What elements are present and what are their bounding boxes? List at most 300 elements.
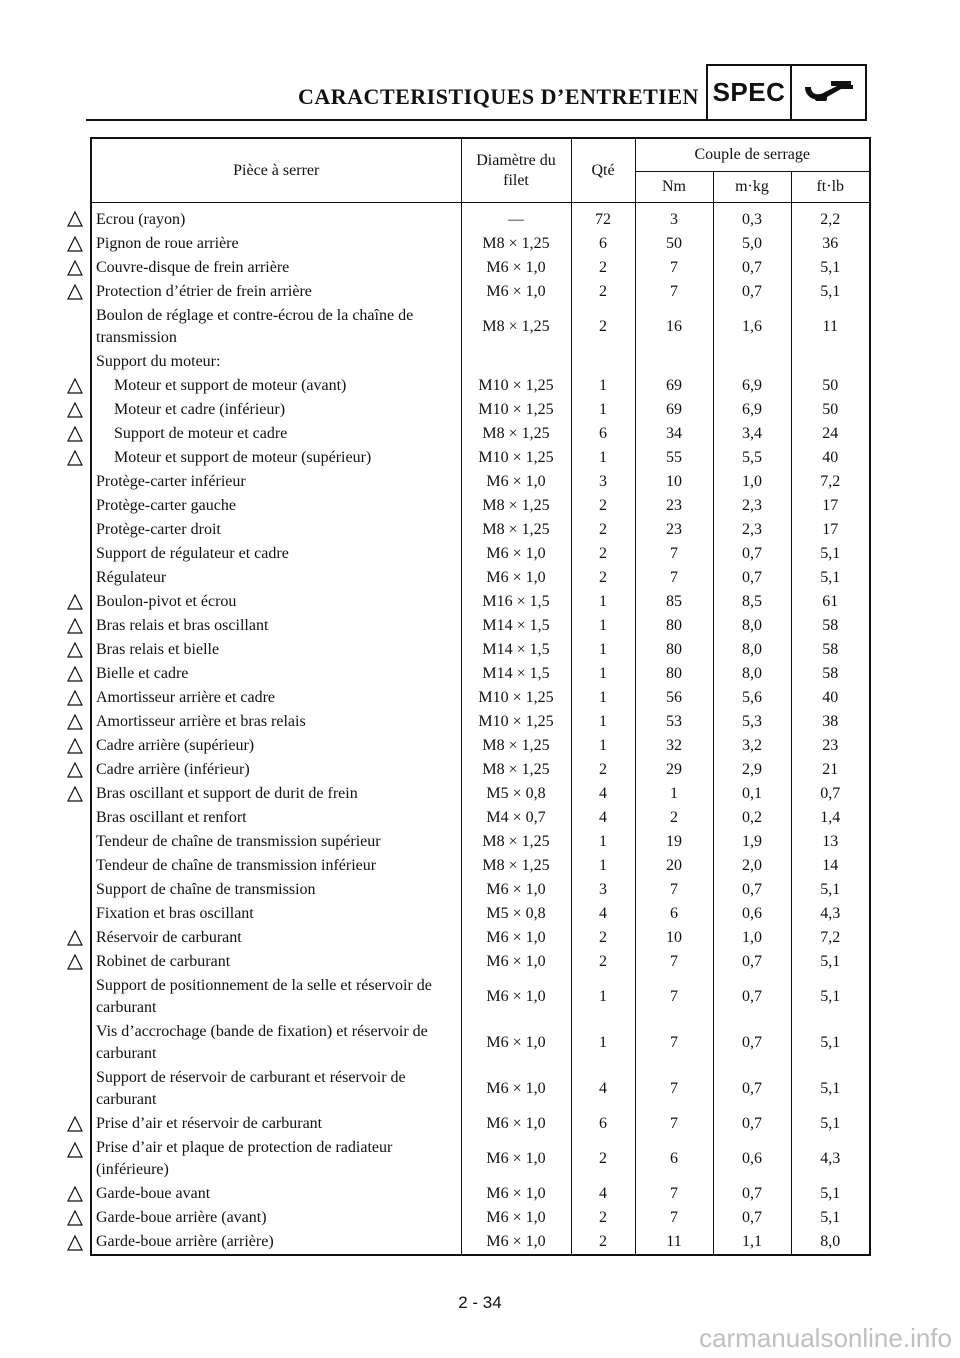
header-nm: Nm <box>635 172 713 203</box>
cell-qty: 1 <box>571 638 635 662</box>
header-ftlb: ft·lb <box>791 172 870 203</box>
cell-ftlb: 40 <box>791 446 870 470</box>
cell-qty: 3 <box>571 878 635 902</box>
triangle-marker-icon <box>66 401 84 419</box>
cell-thread: M14 × 1,5 <box>461 662 571 686</box>
cell-nm: 50 <box>635 232 713 256</box>
cell-qty: 1 <box>571 830 635 854</box>
table-row <box>91 494 870 518</box>
cell-thread: M6 × 1,0 <box>461 950 571 974</box>
cell-mkg: 8,0 <box>713 662 791 686</box>
cell-ftlb: 5,1 <box>791 280 870 304</box>
cell-thread: M8 × 1,25 <box>461 854 571 878</box>
cell-nm: 69 <box>635 398 713 422</box>
cell-nm: 85 <box>635 590 713 614</box>
cell-part: Amortisseur arrière et cadre <box>91 686 461 710</box>
cell-ftlb: 5,1 <box>791 1066 870 1112</box>
cell-part: Régulateur <box>91 566 461 590</box>
cell-qty: 72 <box>571 203 635 233</box>
cell-ftlb: 5,1 <box>791 256 870 280</box>
cell-ftlb: 50 <box>791 374 870 398</box>
header-diameter: Diamètre du filet <box>461 138 571 203</box>
triangle-marker-icon <box>66 953 84 971</box>
cell-thread: M10 × 1,25 <box>461 710 571 734</box>
table-row <box>91 638 870 662</box>
cell-thread: M6 × 1,0 <box>461 1182 571 1206</box>
cell-mkg: 6,9 <box>713 374 791 398</box>
wrench-icon <box>790 64 867 121</box>
cell-nm: 7 <box>635 542 713 566</box>
cell-mkg: 2,0 <box>713 854 791 878</box>
header-part: Pièce à serrer <box>91 138 461 203</box>
cell-thread: M8 × 1,25 <box>461 304 571 350</box>
cell-mkg: 5,5 <box>713 446 791 470</box>
cell-mkg <box>713 350 791 374</box>
cell-part: Bras relais et bielle <box>91 638 461 662</box>
cell-thread: M14 × 1,5 <box>461 638 571 662</box>
table-row <box>91 398 870 422</box>
cell-thread: M6 × 1,0 <box>461 1066 571 1112</box>
table-row <box>91 232 870 256</box>
cell-thread: M6 × 1,0 <box>461 1020 571 1066</box>
table-row <box>91 566 870 590</box>
cell-mkg: 2,3 <box>713 518 791 542</box>
cell-nm: 80 <box>635 638 713 662</box>
table-row <box>91 590 870 614</box>
spec-badge: SPEC <box>706 64 792 121</box>
cell-ftlb: 5,1 <box>791 566 870 590</box>
cell-nm: 80 <box>635 614 713 638</box>
cell-thread: M8 × 1,25 <box>461 422 571 446</box>
table-row <box>91 710 870 734</box>
cell-part: Cadre arrière (supérieur) <box>91 734 461 758</box>
cell-nm: 56 <box>635 686 713 710</box>
cell-part: Protège-carter droit <box>91 518 461 542</box>
triangle-marker-icon <box>66 449 84 467</box>
wrench-icon-graphic <box>801 79 857 107</box>
header-mkg: m·kg <box>713 172 791 203</box>
cell-part: Boulon de réglage et contre-écrou de la chaîne de transmission <box>91 304 461 350</box>
cell-nm: 55 <box>635 446 713 470</box>
cell-nm: 53 <box>635 710 713 734</box>
cell-part: Couvre-disque de frein arrière <box>91 256 461 280</box>
cell-qty: 1 <box>571 974 635 1020</box>
cell-nm: 20 <box>635 854 713 878</box>
cell-mkg: 1,9 <box>713 830 791 854</box>
triangle-marker-icon <box>66 665 84 683</box>
triangle-marker-icon <box>66 210 84 228</box>
cell-mkg: 3,4 <box>713 422 791 446</box>
table-row <box>91 1136 870 1182</box>
cell-part: Tendeur de chaîne de transmission inférieur <box>91 854 461 878</box>
cell-mkg: 0,7 <box>713 542 791 566</box>
cell-mkg: 0,6 <box>713 902 791 926</box>
triangle-marker-icon <box>66 1141 84 1159</box>
page-title: CARACTERISTIQUES D’ENTRETIEN <box>298 84 699 109</box>
cell-mkg: 2,3 <box>713 494 791 518</box>
cell-qty: 1 <box>571 710 635 734</box>
cell-part: Prise d’air et réservoir de carburant <box>91 1112 461 1136</box>
cell-part: Tendeur de chaîne de transmission supérieur <box>91 830 461 854</box>
cell-nm: 7 <box>635 1206 713 1230</box>
cell-ftlb: 21 <box>791 758 870 782</box>
cell-mkg: 0,7 <box>713 1066 791 1112</box>
cell-thread: M8 × 1,25 <box>461 518 571 542</box>
cell-qty: 1 <box>571 662 635 686</box>
cell-part: Support de réservoir de carburant et réservoir de carburant <box>91 1066 461 1112</box>
cell-thread: M6 × 1,0 <box>461 1136 571 1182</box>
cell-nm: 7 <box>635 280 713 304</box>
cell-nm: 69 <box>635 374 713 398</box>
cell-part: Boulon-pivot et écrou <box>91 590 461 614</box>
cell-thread: M8 × 1,25 <box>461 734 571 758</box>
cell-part: Garde-boue arrière (arrière) <box>91 1230 461 1255</box>
table-row <box>91 686 870 710</box>
cell-mkg: 0,7 <box>713 950 791 974</box>
cell-qty: 1 <box>571 374 635 398</box>
cell-thread: M8 × 1,25 <box>461 494 571 518</box>
cell-nm: 7 <box>635 974 713 1020</box>
cell-ftlb: 5,1 <box>791 1182 870 1206</box>
cell-mkg: 0,3 <box>713 203 791 233</box>
cell-part: Prise d’air et plaque de protection de radiateur (inférieure) <box>91 1136 461 1182</box>
cell-qty: 2 <box>571 518 635 542</box>
cell-thread: M10 × 1,25 <box>461 374 571 398</box>
cell-thread: M10 × 1,25 <box>461 398 571 422</box>
cell-ftlb: 4,3 <box>791 902 870 926</box>
cell-thread: — <box>461 203 571 233</box>
cell-mkg: 3,2 <box>713 734 791 758</box>
cell-ftlb <box>791 350 870 374</box>
cell-part: Robinet de carburant <box>91 950 461 974</box>
cell-part: Moteur et support de moteur (avant) <box>91 374 461 398</box>
cell-ftlb: 4,3 <box>791 1136 870 1182</box>
cell-qty: 2 <box>571 1206 635 1230</box>
cell-mkg: 1,0 <box>713 926 791 950</box>
cell-ftlb: 2,2 <box>791 203 870 233</box>
cell-qty: 2 <box>571 256 635 280</box>
cell-mkg: 8,5 <box>713 590 791 614</box>
cell-nm: 34 <box>635 422 713 446</box>
cell-qty: 1 <box>571 854 635 878</box>
cell-mkg: 5,6 <box>713 686 791 710</box>
cell-ftlb: 7,2 <box>791 926 870 950</box>
cell-ftlb: 11 <box>791 304 870 350</box>
header-rule <box>86 119 708 121</box>
header-qty: Qté <box>571 138 635 203</box>
cell-ftlb: 8,0 <box>791 1230 870 1255</box>
cell-nm: 6 <box>635 1136 713 1182</box>
table-row <box>91 446 870 470</box>
cell-thread <box>461 350 571 374</box>
table-row <box>91 304 870 350</box>
cell-nm: 7 <box>635 878 713 902</box>
cell-nm: 23 <box>635 518 713 542</box>
cell-qty <box>571 350 635 374</box>
cell-qty: 6 <box>571 422 635 446</box>
cell-part: Bras oscillant et support de durit de frein <box>91 782 461 806</box>
cell-qty: 1 <box>571 398 635 422</box>
cell-thread: M8 × 1,25 <box>461 232 571 256</box>
cell-ftlb: 5,1 <box>791 878 870 902</box>
cell-ftlb: 58 <box>791 614 870 638</box>
table-row <box>91 806 870 830</box>
cell-part: Ecrou (rayon) <box>91 203 461 233</box>
cell-thread: M14 × 1,5 <box>461 614 571 638</box>
cell-qty: 4 <box>571 806 635 830</box>
cell-nm: 2 <box>635 806 713 830</box>
triangle-marker-icon <box>66 1234 84 1252</box>
cell-part: Moteur et cadre (inférieur) <box>91 398 461 422</box>
table-row <box>91 1066 870 1112</box>
cell-ftlb: 14 <box>791 854 870 878</box>
cell-ftlb: 0,7 <box>791 782 870 806</box>
triangle-marker-icon <box>66 617 84 635</box>
cell-nm: 32 <box>635 734 713 758</box>
cell-part: Garde-boue arrière (avant) <box>91 1206 461 1230</box>
cell-qty: 1 <box>571 734 635 758</box>
cell-thread: M6 × 1,0 <box>461 256 571 280</box>
triangle-marker-icon <box>66 235 84 253</box>
cell-nm: 10 <box>635 926 713 950</box>
triangle-marker-icon <box>66 593 84 611</box>
cell-mkg: 0,7 <box>713 1112 791 1136</box>
cell-ftlb: 23 <box>791 734 870 758</box>
triangle-marker-icon <box>66 1185 84 1203</box>
cell-ftlb: 5,1 <box>791 950 870 974</box>
cell-thread: M5 × 0,8 <box>461 782 571 806</box>
cell-qty: 2 <box>571 280 635 304</box>
table-body <box>91 203 870 1256</box>
cell-nm: 6 <box>635 902 713 926</box>
cell-qty: 4 <box>571 902 635 926</box>
table-row <box>91 203 870 233</box>
cell-part: Vis d’accrochage (bande de fixation) et réservoir de carburant <box>91 1020 461 1066</box>
cell-nm: 7 <box>635 1066 713 1112</box>
cell-thread: M6 × 1,0 <box>461 280 571 304</box>
triangle-marker-icon <box>66 1209 84 1227</box>
cell-nm: 7 <box>635 1020 713 1066</box>
table-row <box>91 422 870 446</box>
table-row <box>91 1020 870 1066</box>
cell-mkg: 0,7 <box>713 280 791 304</box>
cell-thread: M8 × 1,25 <box>461 830 571 854</box>
cell-part: Réservoir de carburant <box>91 926 461 950</box>
triangle-marker-icon <box>66 689 84 707</box>
table-row <box>91 926 870 950</box>
triangle-marker-icon <box>66 713 84 731</box>
cell-mkg: 5,3 <box>713 710 791 734</box>
cell-qty: 2 <box>571 566 635 590</box>
cell-qty: 1 <box>571 686 635 710</box>
cell-part: Support du moteur: <box>91 350 461 374</box>
cell-mkg: 0,7 <box>713 566 791 590</box>
cell-qty: 6 <box>571 1112 635 1136</box>
table-row <box>91 734 870 758</box>
cell-qty: 1 <box>571 590 635 614</box>
cell-qty: 4 <box>571 782 635 806</box>
triangle-marker-icon <box>66 785 84 803</box>
page-number: 2 - 34 <box>458 1293 502 1312</box>
cell-qty: 2 <box>571 758 635 782</box>
cell-thread: M4 × 0,7 <box>461 806 571 830</box>
cell-ftlb: 36 <box>791 232 870 256</box>
watermark: carmanualsonline.info <box>699 1323 952 1353</box>
cell-qty: 1 <box>571 614 635 638</box>
cell-mkg: 0,1 <box>713 782 791 806</box>
cell-thread: M8 × 1,25 <box>461 758 571 782</box>
cell-ftlb: 58 <box>791 662 870 686</box>
cell-nm: 19 <box>635 830 713 854</box>
cell-qty: 2 <box>571 950 635 974</box>
cell-mkg: 0,7 <box>713 1020 791 1066</box>
cell-nm: 7 <box>635 566 713 590</box>
cell-nm: 7 <box>635 256 713 280</box>
table-row <box>91 256 870 280</box>
cell-thread: M6 × 1,0 <box>461 542 571 566</box>
cell-thread: M6 × 1,0 <box>461 1230 571 1255</box>
cell-part: Protège-carter inférieur <box>91 470 461 494</box>
cell-ftlb: 1,4 <box>791 806 870 830</box>
cell-qty: 2 <box>571 926 635 950</box>
cell-part: Bielle et cadre <box>91 662 461 686</box>
cell-part: Support de positionnement de la selle et réservoir de carburant <box>91 974 461 1020</box>
cell-qty: 2 <box>571 542 635 566</box>
cell-qty: 6 <box>571 232 635 256</box>
cell-ftlb: 5,1 <box>791 542 870 566</box>
cell-thread: M10 × 1,25 <box>461 446 571 470</box>
cell-nm: 23 <box>635 494 713 518</box>
cell-ftlb: 17 <box>791 518 870 542</box>
cell-ftlb: 38 <box>791 710 870 734</box>
triangle-marker-icon <box>66 641 84 659</box>
cell-mkg: 0,2 <box>713 806 791 830</box>
table-row <box>91 542 870 566</box>
cell-thread: M6 × 1,0 <box>461 974 571 1020</box>
table-row <box>91 614 870 638</box>
cell-ftlb: 17 <box>791 494 870 518</box>
cell-nm: 7 <box>635 1182 713 1206</box>
cell-part: Support de régulateur et cadre <box>91 542 461 566</box>
cell-qty: 1 <box>571 1020 635 1066</box>
cell-part: Fixation et bras oscillant <box>91 902 461 926</box>
cell-part: Bras oscillant et renfort <box>91 806 461 830</box>
cell-mkg: 2,9 <box>713 758 791 782</box>
cell-part: Bras relais et bras oscillant <box>91 614 461 638</box>
triangle-marker-icon <box>66 761 84 779</box>
table-row <box>91 1182 870 1206</box>
cell-qty: 4 <box>571 1066 635 1112</box>
cell-nm: 10 <box>635 470 713 494</box>
cell-mkg: 6,9 <box>713 398 791 422</box>
cell-part: Moteur et support de moteur (supérieur) <box>91 446 461 470</box>
torque-spec-table <box>90 137 871 1256</box>
table-row <box>91 374 870 398</box>
triangle-marker-icon <box>66 425 84 443</box>
cell-thread: M6 × 1,0 <box>461 926 571 950</box>
cell-part: Garde-boue avant <box>91 1182 461 1206</box>
cell-part: Protection d’étrier de frein arrière <box>91 280 461 304</box>
table-row <box>91 350 870 374</box>
cell-part: Protège-carter gauche <box>91 494 461 518</box>
cell-thread: M5 × 0,8 <box>461 902 571 926</box>
cell-mkg: 1,0 <box>713 470 791 494</box>
table-row <box>91 854 870 878</box>
table-row <box>91 974 870 1020</box>
cell-qty: 2 <box>571 494 635 518</box>
cell-nm: 11 <box>635 1230 713 1255</box>
table-row <box>91 1112 870 1136</box>
cell-nm: 3 <box>635 203 713 233</box>
cell-nm: 1 <box>635 782 713 806</box>
table-row <box>91 878 870 902</box>
cell-ftlb: 13 <box>791 830 870 854</box>
cell-ftlb: 7,2 <box>791 470 870 494</box>
cell-qty: 1 <box>571 446 635 470</box>
cell-ftlb: 5,1 <box>791 974 870 1020</box>
cell-mkg: 0,7 <box>713 1206 791 1230</box>
table-row <box>91 758 870 782</box>
cell-nm: 16 <box>635 304 713 350</box>
cell-mkg: 8,0 <box>713 638 791 662</box>
table-row <box>91 830 870 854</box>
cell-part: Cadre arrière (inférieur) <box>91 758 461 782</box>
table-row <box>91 470 870 494</box>
cell-thread: M16 × 1,5 <box>461 590 571 614</box>
cell-nm: 80 <box>635 662 713 686</box>
table-row <box>91 662 870 686</box>
cell-thread: M6 × 1,0 <box>461 878 571 902</box>
cell-ftlb: 61 <box>791 590 870 614</box>
triangle-marker-icon <box>66 737 84 755</box>
cell-mkg: 0,6 <box>713 1136 791 1182</box>
triangle-marker-icon <box>66 929 84 947</box>
header-torque: Couple de serrage <box>635 138 870 172</box>
cell-qty: 2 <box>571 304 635 350</box>
cell-ftlb: 58 <box>791 638 870 662</box>
triangle-marker-icon <box>66 377 84 395</box>
table-row <box>91 1230 870 1255</box>
cell-thread: M6 × 1,0 <box>461 566 571 590</box>
table-row <box>91 950 870 974</box>
table-row <box>91 280 870 304</box>
cell-part: Amortisseur arrière et bras relais <box>91 710 461 734</box>
cell-part: Pignon de roue arrière <box>91 232 461 256</box>
triangle-marker-icon <box>66 1115 84 1133</box>
table-row <box>91 782 870 806</box>
table-row <box>91 902 870 926</box>
cell-thread: M6 × 1,0 <box>461 470 571 494</box>
cell-qty: 4 <box>571 1182 635 1206</box>
cell-ftlb: 24 <box>791 422 870 446</box>
cell-ftlb: 5,1 <box>791 1206 870 1230</box>
cell-thread: M6 × 1,0 <box>461 1112 571 1136</box>
table-row <box>91 1206 870 1230</box>
cell-ftlb: 5,1 <box>791 1020 870 1066</box>
cell-mkg: 0,7 <box>713 878 791 902</box>
cell-mkg: 1,6 <box>713 304 791 350</box>
cell-part: Support de moteur et cadre <box>91 422 461 446</box>
cell-mkg: 0,7 <box>713 974 791 1020</box>
cell-nm: 29 <box>635 758 713 782</box>
cell-ftlb: 50 <box>791 398 870 422</box>
cell-mkg: 5,0 <box>713 232 791 256</box>
cell-ftlb: 40 <box>791 686 870 710</box>
cell-mkg: 0,7 <box>713 256 791 280</box>
cell-thread: M10 × 1,25 <box>461 686 571 710</box>
cell-mkg: 0,7 <box>713 1182 791 1206</box>
cell-mkg: 8,0 <box>713 614 791 638</box>
